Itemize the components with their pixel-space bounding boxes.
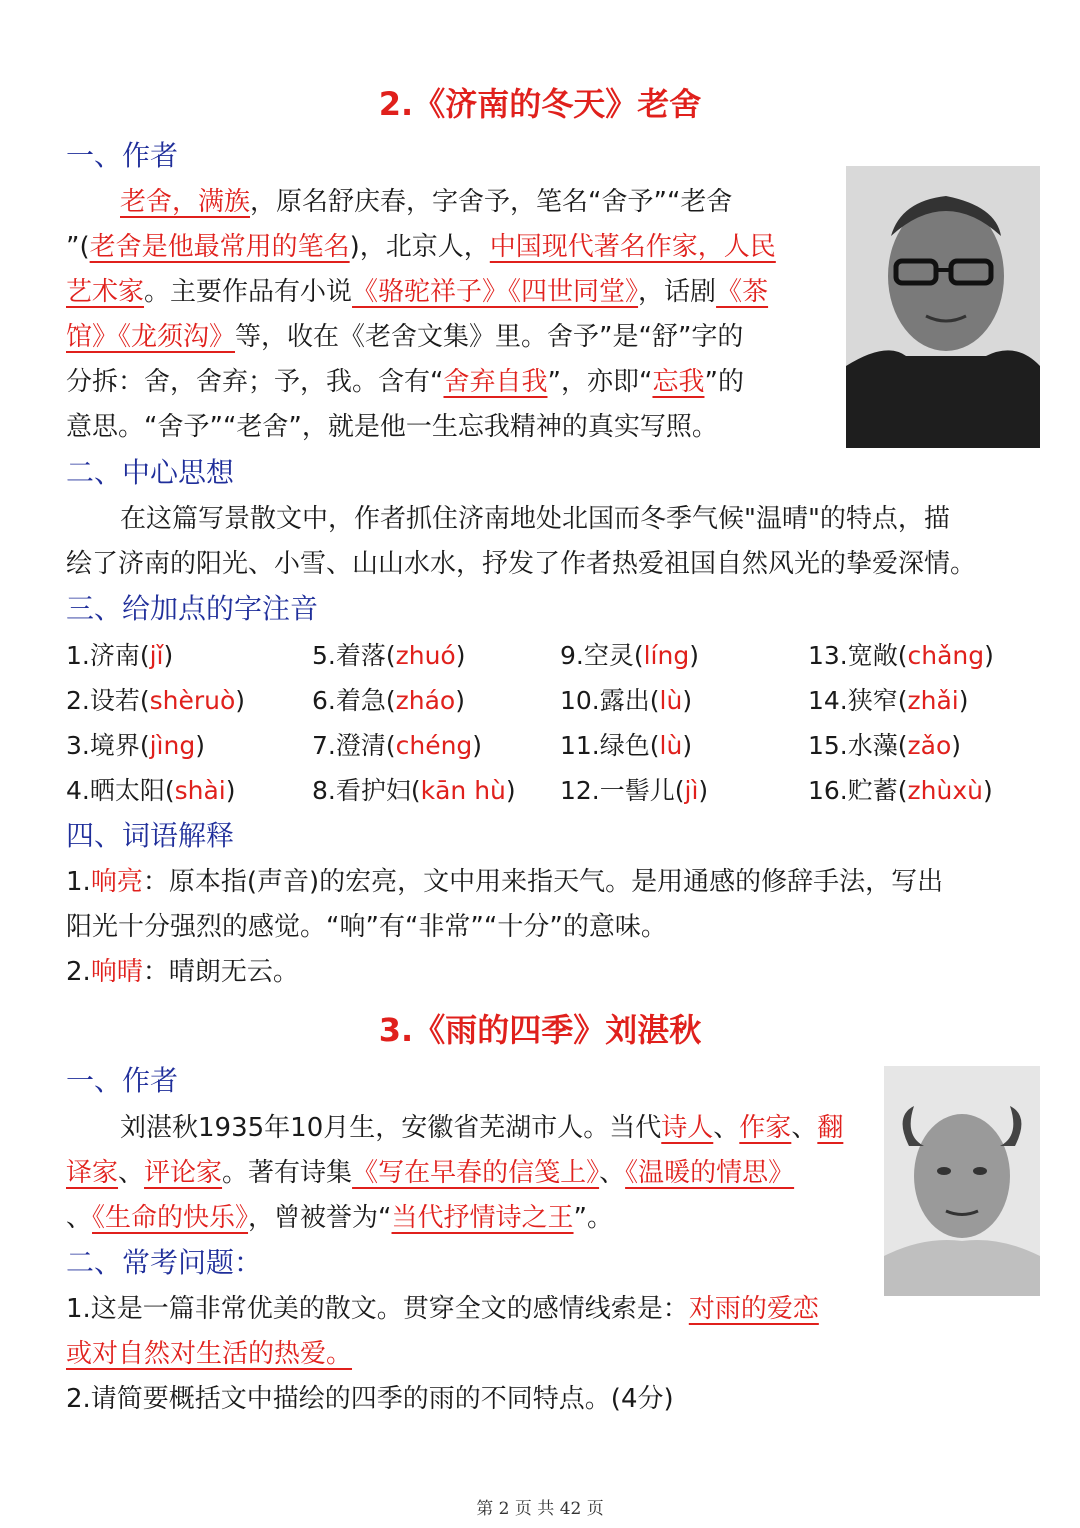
text-run: 1. <box>66 867 91 897</box>
pinyin-word: 12.一髻儿( <box>560 776 685 805</box>
pinyin-reading: shèruò <box>149 686 236 715</box>
highlight-drama: 《茶 <box>716 277 769 307</box>
text-run: ) <box>689 641 699 670</box>
pinyin-reading: zhuó <box>395 641 456 670</box>
text-run: ) <box>982 776 993 805</box>
section-title-rain: 3.《雨的四季》刘湛秋 <box>378 1011 702 1049</box>
pinyin-reading: jìng <box>149 731 196 760</box>
text-run: ) <box>505 776 516 805</box>
pinyin-word: 5.着落( <box>312 641 396 670</box>
term-xiangqing: 响晴 <box>90 957 143 987</box>
pinyin-word: 10.露出( <box>560 686 660 715</box>
pinyin-item <box>808 681 969 721</box>
author-line-4 <box>66 317 743 357</box>
text-run: ) <box>455 641 466 670</box>
highlight-book-3: 《生命的快乐》 <box>92 1203 249 1233</box>
pinyin-word: 2.设若( <box>66 686 150 715</box>
pinyin-word: 8.看护妇( <box>312 776 421 805</box>
pinyin-word: 6.着急( <box>312 686 396 715</box>
text-run: )，北京人， <box>349 232 490 262</box>
pinyin-word: 3.境界( <box>66 731 150 760</box>
pinyin-item <box>808 726 961 766</box>
pinyin-word: 7.澄清( <box>312 731 396 760</box>
pinyin-word: 14.狭窄( <box>808 686 908 715</box>
pinyin-reading: zhǎi <box>907 686 959 715</box>
author-line-6: 意思。“舍予”“老舍”，就是他一生忘我精神的真实写照。 <box>66 412 718 442</box>
text-run: 。著有诗集 <box>222 1158 353 1188</box>
author2-line-3 <box>66 1198 613 1238</box>
portrait-image <box>846 166 1040 448</box>
author-portrait-liuzhanqiu <box>884 1066 1040 1296</box>
text-run: ) <box>951 731 962 760</box>
text-run: 等，收在《老舍文集》里。舍予”是“舒”字的 <box>235 322 744 352</box>
highlight-pen-name: 老舍是他最常用的笔名 <box>89 232 350 262</box>
text-run: ) <box>235 686 246 715</box>
pinyin-item <box>312 681 465 721</box>
pinyin-item <box>66 771 236 811</box>
pinyin-reading: chǎng <box>907 641 985 670</box>
text-run: ) <box>682 731 693 760</box>
page-footer: 第 2 页 共 42 页 <box>476 1499 604 1519</box>
pinyin-reading: jì <box>684 776 699 805</box>
pinyin-reading: zǎo <box>907 731 952 760</box>
text-run: ”的 <box>704 367 744 397</box>
pinyin-reading: líng <box>643 641 690 670</box>
author-line-2 <box>66 227 776 267</box>
text-run: ) <box>225 776 236 805</box>
text-run: 。主要作品有小说 <box>144 277 353 307</box>
text-run: 、 <box>66 1203 93 1233</box>
pinyin-item <box>66 681 245 721</box>
text-run: ，话剧 <box>638 277 717 307</box>
text-run: 分拆：舍，舍弃；予，我。含有“ <box>66 367 444 397</box>
text-run: ：原本指(声音)的宏亮，文中用来指天气。是用通感的修辞手法，写出 <box>142 867 944 897</box>
author2-line-1 <box>120 1108 843 1148</box>
highlight-translator: 翻 <box>817 1113 844 1143</box>
word-2-line <box>66 952 299 992</box>
pinyin-reading: zháo <box>395 686 456 715</box>
author-line-3 <box>66 272 768 312</box>
pinyin-reading: chéng <box>395 731 473 760</box>
pinyin-reading: jǐ <box>149 641 164 670</box>
highlight-artist: 艺术家 <box>66 277 145 307</box>
text-run: 、 <box>599 1158 626 1188</box>
author2-line-2 <box>66 1153 794 1193</box>
text-run: ，曾被誉为“ <box>248 1203 392 1233</box>
pinyin-item <box>808 771 993 811</box>
section-title-jinan: 2.《济南的冬天》老舍 <box>378 85 702 123</box>
pinyin-word: 9.空灵( <box>560 641 644 670</box>
answer-1-part-1: 对雨的爱恋 <box>688 1294 819 1324</box>
text-run: 1.这是一篇非常优美的散文。贯穿全文的感情线索是： <box>66 1294 689 1324</box>
highlight-forget-self: 忘我 <box>652 367 705 397</box>
highlight-author: 作家 <box>739 1113 792 1143</box>
text-run: ) <box>984 641 994 670</box>
pinyin-item <box>312 771 516 811</box>
pinyin-item <box>312 726 482 766</box>
text-run: ：晴朗无云。 <box>142 957 299 987</box>
author-line-5 <box>66 362 744 402</box>
heading-author-2: 一、作者 <box>66 1064 179 1097</box>
pinyin-reading: zhùxù <box>907 776 983 805</box>
pinyin-item <box>560 726 692 766</box>
theme-line-1: 在这篇写景散文中，作者抓住济南地处北国而冬季气候"温晴"的特点，描 <box>120 504 950 534</box>
text-run: ) <box>195 731 205 760</box>
answer-1-part-2: 或对自然对生活的热爱。 <box>66 1339 353 1369</box>
text-run: ) <box>163 641 174 670</box>
pinyin-word: 11.绿色( <box>560 731 660 760</box>
pinyin-reading: kān hù <box>420 776 506 805</box>
pinyin-item <box>66 726 205 766</box>
text-run: ) <box>682 686 693 715</box>
text-run: ) <box>958 686 969 715</box>
text-run: ”( <box>66 232 90 262</box>
text-run: ) <box>472 731 483 760</box>
highlight-poet: 诗人 <box>661 1113 714 1143</box>
text-run: ) <box>455 686 465 715</box>
pinyin-item <box>560 636 699 676</box>
highlight-translator-2: 译家 <box>66 1158 119 1188</box>
heading-pinyin: 三、给加点的字注音 <box>66 592 319 625</box>
theme-line-2: 绘了济南的阳光、小雪、山山水水，抒发了作者热爱祖国自然风光的挚爱深情。 <box>66 549 977 579</box>
author-portrait-laoshe <box>846 166 1040 448</box>
word-1-line-1 <box>66 862 943 902</box>
term-xiangliang: 响亮 <box>90 867 143 897</box>
question-2: 2.请简要概括文中描绘的四季的雨的不同特点。(4分) <box>66 1384 674 1414</box>
text-run: ) <box>698 776 709 805</box>
heading-theme: 二、中心思想 <box>66 456 235 489</box>
text-run: 刘湛秋1935年10月生，安徽省芜湖市人。当代 <box>120 1113 662 1143</box>
text-run: 、 <box>713 1113 740 1143</box>
text-run: ，原名舒庆春，字舍予，笔名“舍予”“老舍 <box>250 187 733 217</box>
pinyin-item <box>560 771 708 811</box>
pinyin-item <box>560 681 692 721</box>
highlight-drama-2: 馆》《龙须沟》 <box>66 322 236 352</box>
text-run: 、 <box>791 1113 818 1143</box>
pinyin-reading: shài <box>174 776 226 805</box>
question-1-line-1 <box>66 1289 819 1329</box>
highlight-book-1: 《写在早春的信笺上》 <box>352 1158 600 1188</box>
heading-words: 四、词语解释 <box>66 819 235 852</box>
pinyin-word: 16.贮蓄( <box>808 776 908 805</box>
pinyin-word: 1.济南( <box>66 641 150 670</box>
pinyin-item <box>312 636 465 676</box>
highlight-title-king: 当代抒情诗之王 <box>391 1203 574 1233</box>
pinyin-item <box>808 636 994 676</box>
text-run: ”，亦即“ <box>547 367 653 397</box>
text-run: ”。 <box>573 1203 614 1233</box>
highlight-book-2: 《温暖的情思》 <box>625 1158 795 1188</box>
portrait-image-2 <box>884 1066 1040 1296</box>
pinyin-word: 13.宽敞( <box>808 641 908 670</box>
pinyin-reading: lù <box>659 686 683 715</box>
question-1-line-2 <box>66 1334 352 1374</box>
highlight-novels: 《骆驼祥子》《四世同堂》 <box>352 277 639 307</box>
word-1-line-2: 阳光十分强烈的感觉。“响”有“非常”“十分”的意味。 <box>66 912 667 942</box>
author-line-1 <box>120 182 732 222</box>
heading-author: 一、作者 <box>66 139 179 172</box>
pinyin-word: 15.水藻( <box>808 731 908 760</box>
highlight-name: 老舍，满族 <box>120 187 251 217</box>
pinyin-word: 4.晒太阳( <box>66 776 175 805</box>
heading-questions: 二、常考问题： <box>66 1246 263 1279</box>
text-run: 、 <box>118 1158 145 1188</box>
pinyin-reading: lù <box>659 731 683 760</box>
pinyin-item <box>66 636 173 676</box>
text-run: 2. <box>66 957 91 987</box>
highlight-selfless: 舍弃自我 <box>443 367 548 397</box>
highlight-critic: 评论家 <box>144 1158 223 1188</box>
highlight-writer: 中国现代著名作家，人民 <box>489 232 776 262</box>
